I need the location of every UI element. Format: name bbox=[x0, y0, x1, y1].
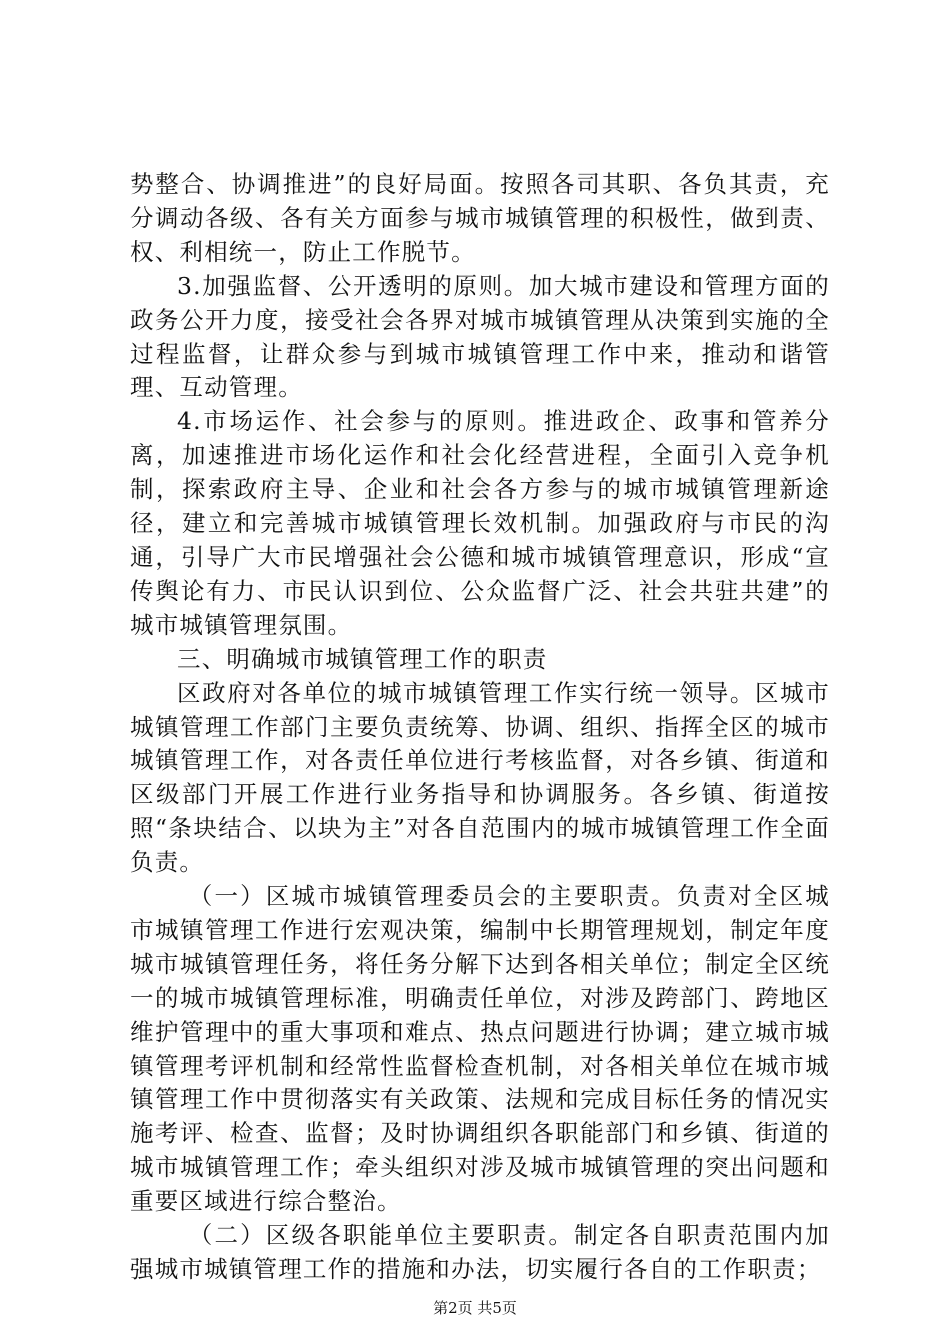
paragraph-department-duties: （二）区级各职能单位主要职责。制定各自职责范围内加强城市城镇管理工作的措施和办法，切实履行各自的工作职责； bbox=[130, 1221, 830, 1283]
paragraph-principle-4: 4.市场运作、社会参与的原则。推进政企、政事和管养分离，加速推进市场化运作和社会化经营进程，全面引入竞争机制，探索政府主导、企业和社会各方参与的城市城镇管理新途径，建立和完善城市城镇管理长效机制。加强政府与市民的沟通，引导广大市民增强社会公德和城市城镇管理意识，形成“宣传舆论有力、市民认识到位、公众监督广泛、社会共驻共建”的城市城镇管理氛围。 bbox=[130, 407, 830, 639]
paragraph-continuation: 势整合、协调推进”的良好局面。按照各司其职、各负其责，充分调动各级、各有关方面参与城市城镇管理的积极性，做到责、权、利相统一，防止工作脱节。 bbox=[130, 170, 830, 266]
paragraph-district-government: 区政府对各单位的城市城镇管理工作实行统一领导。区城市城镇管理工作部门主要负责统筹、协调、组织、指挥全区的城市城镇管理工作，对各责任单位进行考核监督，对各乡镇、街道和区级部门开展工作进行业务指导和协调服务。各乡镇、街道按照“条块结合、以块为主”对各自范围内的城市城镇管理工作全面负责。 bbox=[130, 678, 830, 877]
document-body bbox=[130, 168, 830, 1287]
section-heading-3: 三、明确城市城镇管理工作的职责 bbox=[177, 644, 548, 673]
paragraph-committee-duties: （一）区城市城镇管理委员会的主要职责。负责对全区城市城镇管理工作进行宏观决策，编制中长期管理规划，制定年度城市城镇管理任务，将任务分解下达到各相关单位；制定全区统一的城市城镇管理标准，明确责任单位，对涉及跨部门、跨地区维护管理中的重大事项和难点、热点问题进行协调；建立城市城镇管理考评机制和经常性监督检查机制，对各相关单位在城市城镇管理工作中贯彻落实有关政策、法规和完成目标任务的情况实施考评、检查、监督；及时协调组织各职能部门和乡镇、街道的城市城镇管理工作；牵头组织对涉及城市城镇管理的突出问题和重要区域进行综合整治。 bbox=[130, 882, 830, 1216]
page-number-footer: 第2页 共5页 bbox=[433, 1299, 517, 1317]
paragraph-principle-3: 3.加强监督、公开透明的原则。加大城市建设和管理方面的政务公开力度，接受社会各界对城市城镇管理从决策到实施的全过程监督，让群众参与到城市城镇管理工作中来，推动和谐管理、互动管理。 bbox=[130, 271, 830, 402]
